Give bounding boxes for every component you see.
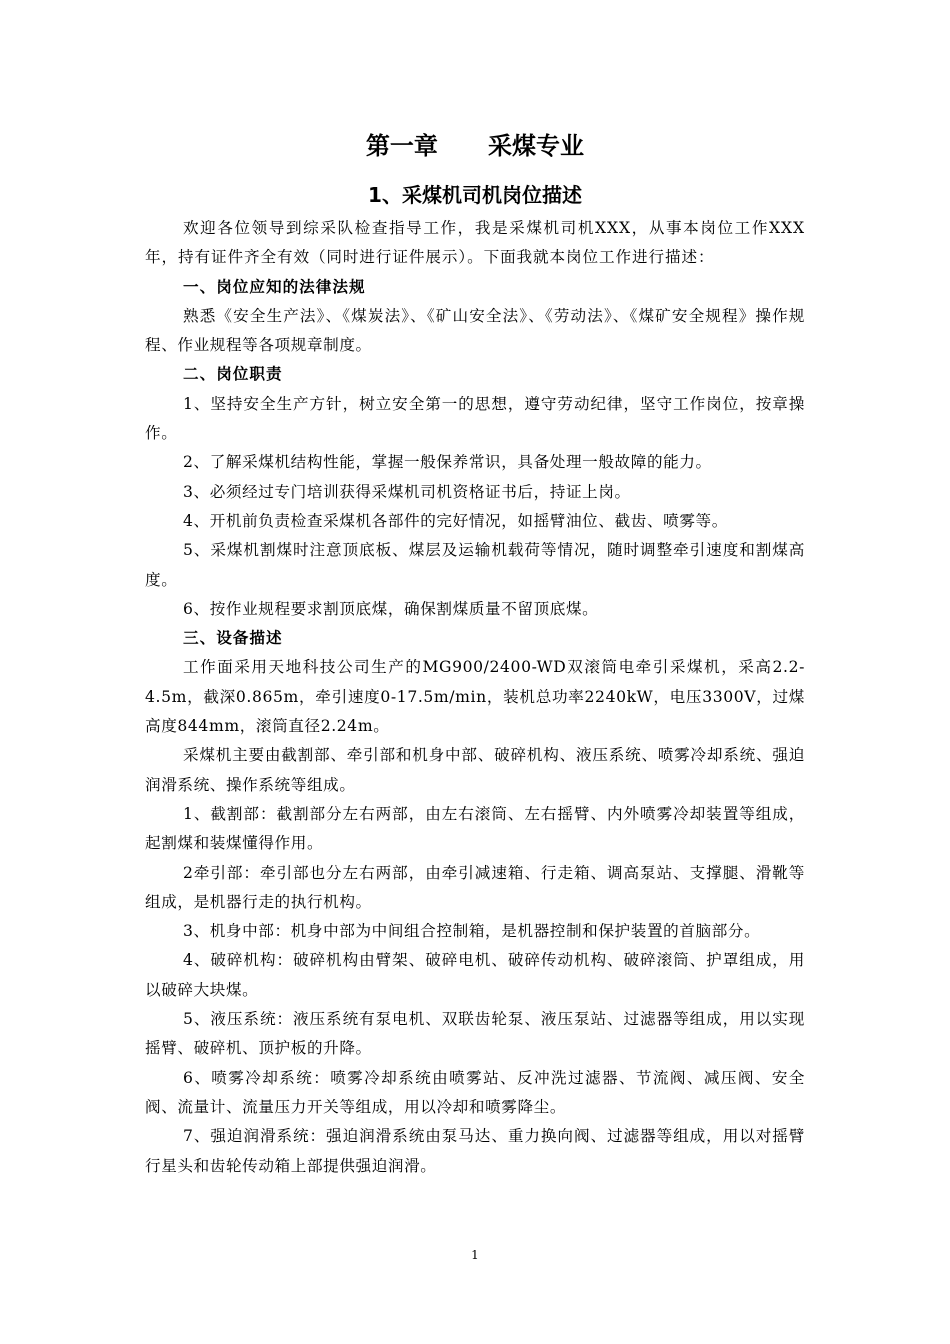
paragraph-body-middle: 3、机身中部：机身中部为中间组合控制箱，是机器控制和保护装置的首脑部分。 bbox=[183, 922, 761, 941]
chapter-title: 第一章 采煤专业 bbox=[365, 132, 585, 160]
heading-equipment: 三、设备描述 bbox=[183, 629, 283, 648]
paragraph-equipment-specs: 工作面采用天地科技公司生产的MG900/2400-WD双滚筒电牵引采煤机，采高2.2-4.5m，截深0.865m，牵引速度0-17.5m/min，装机总功率2240kW，电压3300V，过煤高度844mm，滚筒直径2.24m。 bbox=[145, 658, 805, 736]
section-title: 1、采煤机司机岗位描述 bbox=[368, 183, 582, 207]
paragraph-crusher: 4、破碎机构：破碎机构由臂架、破碎电机、破碎传动机构、破碎滚筒、护罩组成，用以破碎大块煤。 bbox=[145, 951, 805, 999]
paragraph-intro: 欢迎各位领导到综采队检查指导工作，我是采煤机司机XXX，从事本岗位工作XXX年，持有证件齐全有效（同时进行证件展示）。下面我就本岗位工作进行描述： bbox=[145, 219, 805, 267]
paragraph-cutting-unit: 1、截割部：截割部分左右两部，由左右滚筒、左右摇臂、内外喷雾冷却装置等组成，起割煤和装煤懂得作用。 bbox=[145, 804, 805, 853]
paragraph-hydraulic-system: 5、液压系统：液压系统有泵电机、双联齿轮泵、液压泵站、过滤器等组成，用以实现摇臂、破碎机、顶护板的升降。 bbox=[145, 1010, 805, 1058]
paragraph-forced-lubrication: 7、强迫润滑系统：强迫润滑系统由泵马达、重力换向阀、过滤器等组成，用以对摇臂行星头和齿轮传动箱上部提供强迫润滑。 bbox=[145, 1127, 805, 1175]
page-content bbox=[145, 128, 805, 1181]
heading-duties: 二、岗位职责 bbox=[183, 365, 283, 384]
heading-laws: 一、岗位应知的法律法规 bbox=[183, 277, 366, 296]
paragraph-equipment-components: 采煤机主要由截割部、牵引部和机身中部、破碎机构、液压系统、喷雾冷却系统、强迫润滑系统、操作系统等组成。 bbox=[145, 746, 805, 794]
paragraph-duty-6: 6、按作业规程要求割顶底煤，确保割煤质量不留顶底煤。 bbox=[183, 599, 599, 618]
paragraph-duty-3: 3、必须经过专门培训获得采煤机司机资格证书后，持证上岗。 bbox=[183, 482, 631, 501]
page-number: 1 bbox=[471, 1248, 479, 1262]
paragraph-duty-4: 4、开机前负责检查采煤机各部件的完好情况，如摇臂油位、截齿、喷雾等。 bbox=[183, 511, 728, 530]
paragraph-spray-cooling: 6、喷雾冷却系统：喷雾冷却系统由喷雾站、反冲洗过滤器、节流阀、减压阀、安全阀、流量计、流量压力开关等组成，用以冷却和喷雾降尘。 bbox=[145, 1068, 805, 1116]
paragraph-laws: 熟悉《安全生产法》、《煤炭法》、《矿山安全法》、《劳动法》、《煤矿安全规程》操作规程、作业规程等各项规章制度。 bbox=[145, 306, 805, 355]
paragraph-duty-2: 2、了解采煤机结构性能，掌握一般保养常识，具备处理一般故障的能力。 bbox=[183, 453, 712, 472]
paragraph-duty-5: 5、采煤机割煤时注意顶底板、煤层及运输机载荷等情况，随时调整牵引速度和割煤高度。 bbox=[145, 541, 805, 589]
paragraph-haulage-unit: 2牵引部：牵引部也分左右两部，由牵引减速箱、行走箱、调高泵站、支撑腿、滑靴等组成，是机器行走的执行机构。 bbox=[145, 863, 805, 911]
paragraph-duty-1: 1、坚持安全生产方针，树立安全第一的思想，遵守劳动纪律，坚守工作岗位，按章操作。 bbox=[145, 394, 805, 443]
